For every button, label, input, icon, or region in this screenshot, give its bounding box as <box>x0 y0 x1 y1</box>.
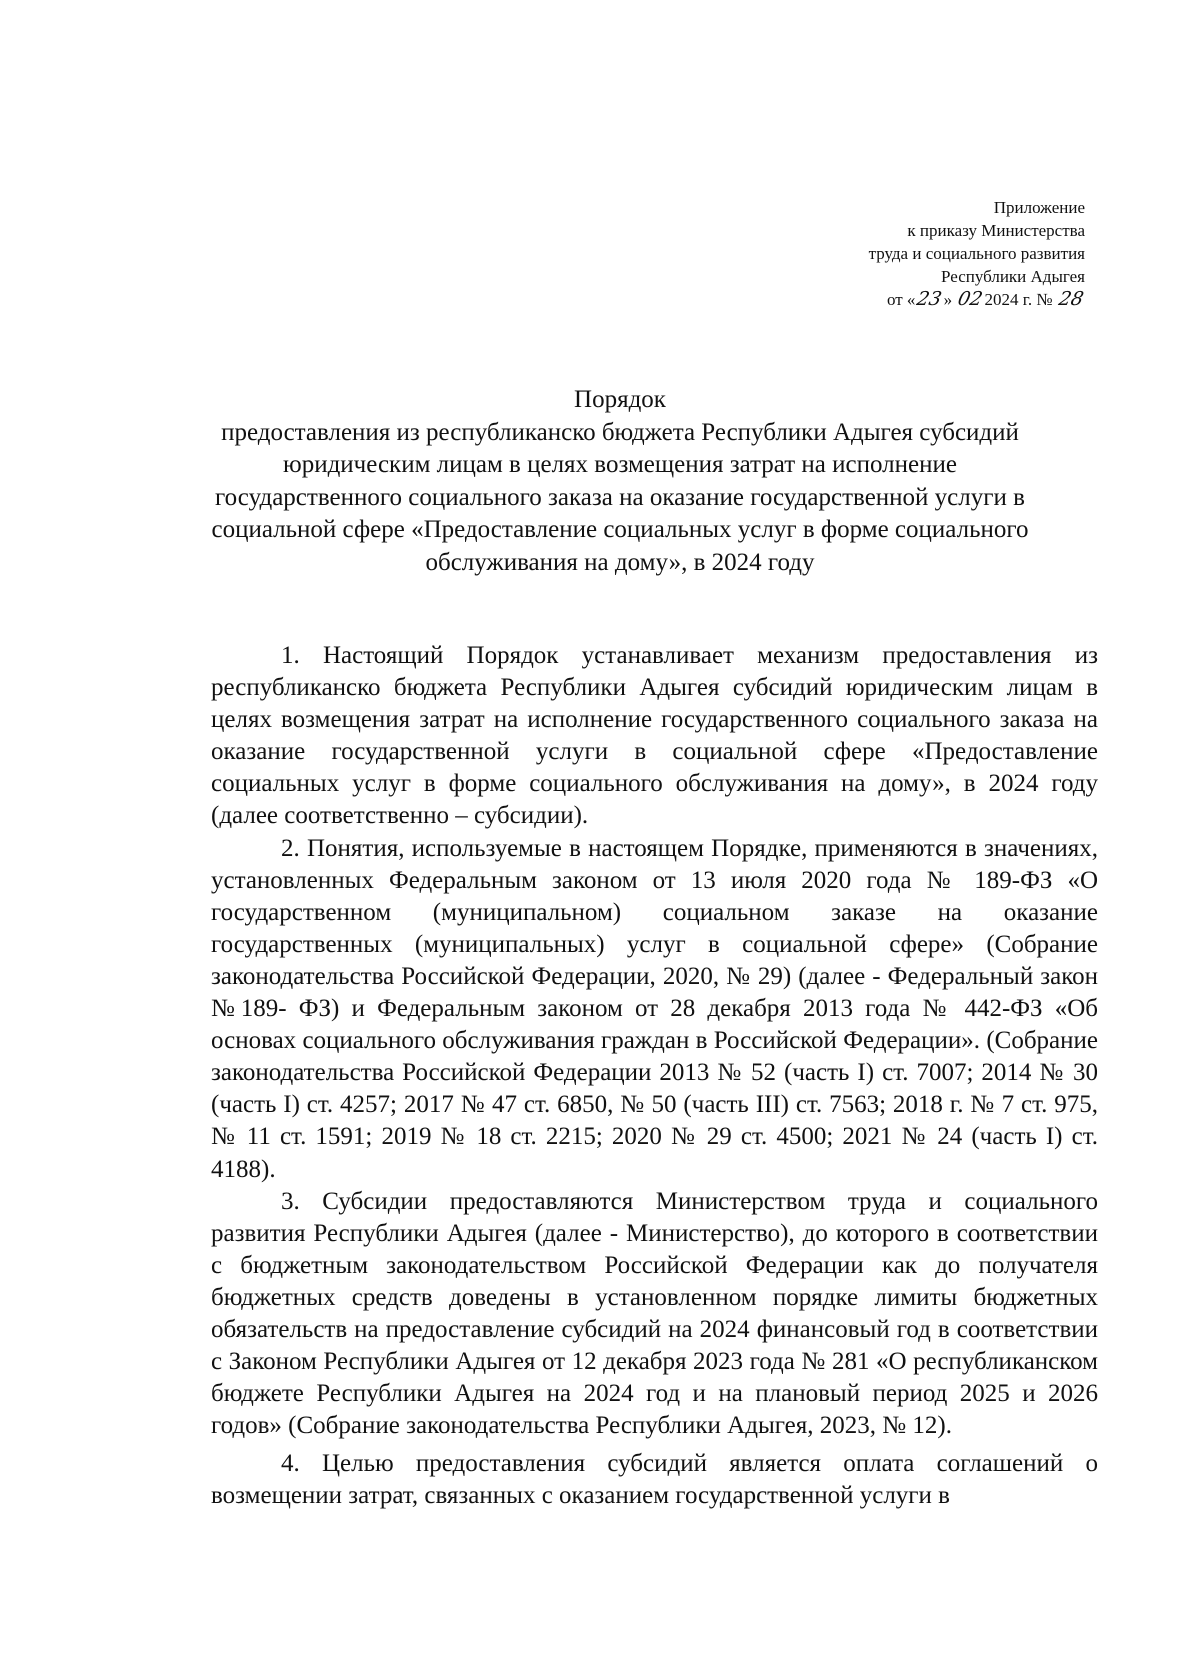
handwritten-month: 02 <box>956 288 985 310</box>
paragraph-2: 2. Понятия, используемые в настоящем Порядке, применяются в значениях, установленных Федеральным законом от 13 июля 2020 года № 189-ФЗ «О государственном (муниципальном) социальном заказе на оказание государственных (муниципальных) услуг в социальной сфере» (Собрание законодательства Российской Федерации, 2020, № 29) (далее - Федеральный закон №189- ФЗ) и Федеральным законом от 28 декабря 2013 года № 442-ФЗ «Об основах социального обслуживания граждан в Российской Федерации». (Собрание законодательства Российской Федерации 2013 № 52 (часть I) ст. 7007; 2014 № 30 (часть I) ст. 4257; 2017 № 47 ст. 6850, № 50 (часть III) ст. 7563; 2018 г. № 7 ст. 975, № 11 ст. 1591; 2019 № 18 ст. 2215; 2020 № 29 ст. 4500; 2021 № 24 (часть I) ст. 4188). <box>211 834 1098 1183</box>
appendix-date-line <box>665 288 1085 311</box>
paragraph-4: 4. Целью предоставления субсидий является оплата соглашений о возмещении затрат, связанных с оказанием государственной услуги в <box>211 1450 1098 1510</box>
document-body <box>211 640 1098 1513</box>
handwritten-day: 23 <box>915 288 945 310</box>
appendix-header <box>665 196 1085 311</box>
appendix-order-ref: к приказу Министерства <box>907 221 1085 240</box>
date-year-text: 2024 г. № <box>984 290 1057 309</box>
document-title <box>190 384 1050 579</box>
date-prefix: от « <box>886 290 916 309</box>
appendix-ministry: труда и социального развития <box>868 244 1085 263</box>
date-separator: » <box>943 290 957 309</box>
appendix-label: Приложение <box>993 198 1085 217</box>
paragraph-3: 3. Субсидии предоставляются Министерством труда и социального развития Республики Адыгея (далее - Министерство), до которого в соответствии с бюджетным законодательством Российской Федерации как до получателя бюджетных средств доведены в установленном порядке лимиты бюджетных обязательств на предоставление субсидий на 2024 финансовый год в соответствии с Законом Республики Адыгея от 12 декабря 2023 года № 281 «О республиканском бюджете Республики Адыгея на 2024 год и на плановый период 2025 и 2026 годов» (Собрание законодательства Республики Адыгея, 2023, № 12). <box>211 1187 1098 1440</box>
title-heading: Порядок <box>574 386 666 413</box>
handwritten-order-number: 28 <box>1056 288 1086 310</box>
paragraph-1: 1. Настоящий Порядок устанавливает механизм предоставления из республиканско бюджета Республики Адыгея субсидий юридическим лицам в целях возмещения затрат на исполнение государственного социального заказа на оказание государственной услуги в социальной сфере «Предоставление социальных услуг в форме социального обслуживания на дому», в 2024 году (далее соответственно – субсидии). <box>211 642 1098 830</box>
title-subtitle: предоставления из республиканско бюджета Республики Адыгея субсидий юридическим лицам в целях возмещения затрат на исполнение государственного социального заказа на оказание государственной услуги в социальной сфере «Предоставление социальных услуг в форме социального обслуживания на дому», в 2024 году <box>211 418 1029 576</box>
appendix-republic: Республики Адыгея <box>941 267 1085 286</box>
